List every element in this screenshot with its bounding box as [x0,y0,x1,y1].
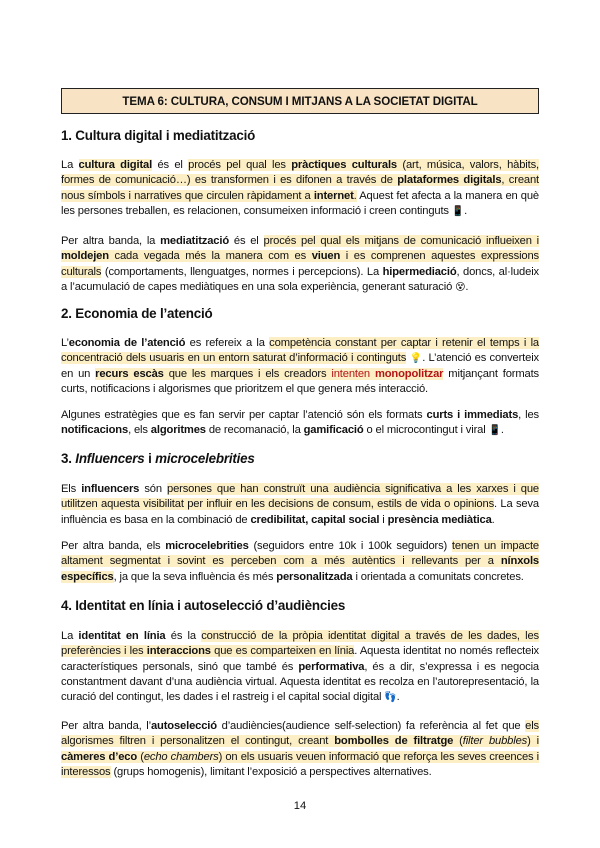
text: Els [61,483,82,495]
section-2-paragraph-2 [61,408,539,439]
highlight: i es comprenen aquestes expressions culturals [61,250,539,278]
document-title: TEMA 6: CULTURA, CONSUM I MITJANS A LA SOCIETAT DIGITAL [122,94,478,108]
text: i orientada a comunitats concretes. [352,570,524,583]
term-practiques-culturals: pràctiques culturals [291,159,397,171]
highlight: ) i [527,735,539,748]
section-1-paragraph-1 [61,158,539,219]
highlight: ) on els usuaris veuen informació que reforça les seves creences i interessos [61,750,539,778]
term-interaccions: interaccions [146,645,211,658]
highlight: (art, música, valors, hàbits, formes de comunicació…) es transformen i es difonen a través de [61,159,539,187]
highlight: ( [137,750,144,763]
text: . L’atenció es converteix en un [61,352,539,380]
text: L’ [61,337,69,349]
section-2-heading: 2. Economia de l’atenció [61,306,213,321]
highlight: construcció de la pròpia identitat digital a través de les dades, les preferències i les [61,630,539,658]
text: Per altra banda, els [61,540,166,552]
term-curts-immediats: curts i immediats [426,409,519,421]
section-1 [61,128,539,143]
text: , els [128,424,151,437]
document-title-box [61,88,539,114]
term-cultura-digital: cultura digital [78,159,153,171]
highlight: . [353,189,357,202]
term-plataformes-digitals: plataformes digitals [397,174,502,187]
text: , les [518,409,540,421]
highlight-red: intenten [331,367,370,380]
page-number: 14 [293,800,307,812]
term-recurs-escas: recurs escàs [95,367,164,380]
highlight: que es comparteixen en línia [210,645,355,658]
text: . La seva influència es basa en la combinació de [61,498,539,526]
highlight: procés pel qual els mitjans de comunicació influeixen i [263,235,539,247]
text: . [491,513,495,526]
text: , doncs, al·ludeix a l’acumulació de capes mediàtiques en una sola experiència, generant saturació [61,265,539,293]
section-1-heading: 1. Cultura digital i mediatització [61,128,256,143]
text: de recomanació, la [205,424,304,437]
text: mitjançant formats curts, notificacions i algorismes que prioritzem el que genera més interacció. [61,367,539,395]
text: . [500,424,504,437]
section-2 [61,306,539,321]
highlight: procés pel qual les [188,159,292,171]
phone-icon: 📱 [451,205,465,217]
text: (comportaments, llenguatges, normes i percepcions). La [101,265,383,278]
highlight: que les marques i els creadors [163,367,332,380]
text: i [379,513,388,526]
text: o el microcontingut i viral [363,424,489,437]
text: . Aquesta identitat no només reflecteix característiques personals, sinó que també és [61,645,539,673]
highlight: , creant nous símbols i narratives que circulen ràpidament a [61,174,539,202]
term-ninxols-especifics: nínxols específics [61,555,539,583]
term-gamificacio: gamificació [303,424,364,437]
term-echo-chambers: echo chambers [143,750,219,763]
term-hipermediacio: hipermediació [382,265,457,278]
term-economia-atencio: economia de l’atenció [68,337,186,349]
term-moldejen: moldejen [61,250,109,263]
term-presencia-mediatica: presència mediàtica [387,513,492,526]
text: és el [152,159,189,171]
text: són [139,483,168,495]
term-personalitzada: personalitzada [276,570,353,583]
section-3-paragraph-2 [61,539,539,585]
text: . [465,280,469,293]
section-4 [61,598,539,613]
term-autoseleccio: autoselecció [150,720,217,732]
text: (seguidors entre 10k i 100k seguidors) [248,540,452,552]
text: és la [165,630,202,642]
term-identitat-en-linia: identitat en línia [78,630,166,642]
text: Per altra banda, la [61,235,161,247]
highlight: competència constant per captar i retenir el temps i la concentració dels usuaris en un entorn saturat d’informació i continguts [61,337,539,365]
term-credibilitat: credibilitat, capital social [250,513,380,526]
text: . [396,691,400,704]
text: es refereix a la [185,337,270,349]
term-performativa: performativa [298,660,365,673]
highlight: persones que han construït una audiència significativa a les xarxes i que utilitzen aquesta visibilitat per influir en les decisions de consum, estils de vida o opinions [61,483,539,511]
section-3-paragraph-1 [61,482,539,528]
text: , ja que la seva influència és més [113,570,277,583]
term-viuen: viuen [311,250,341,263]
text: , és a dir, s’expressa i es negocia constantment davant d’una audiència virtual. Aquesta identitat es recolza en l’autorepresentació, la curació del contingut, les dades i el rastreig i el capital social digital [61,660,539,704]
document-page [61,88,540,778]
term-internet: internet [313,189,354,202]
highlight: els algorismes filtren i personalitzen el contingut, creant [61,720,539,748]
term-algoritmes: algoritmes [150,424,206,437]
term-bombolles-filtratge: bombolles de filtratge [334,735,454,748]
term-filter-bubbles: filter bubbles [462,735,528,748]
dizzy-face-icon: 😵 [455,281,466,293]
section-3 [61,451,539,466]
highlight: cada vegada més la manera com es [108,250,312,263]
text: Aquest fet afecta a la manera en què les persones treballen, es relacionen, consumeixen informació i creen continguts [61,189,540,217]
term-influencers: influencers [81,483,140,495]
highlight: tenen un impacte altament segmentat i sovint es perceben com a més autèntics i rellevants per a [61,540,539,568]
section-2-paragraph-1 [61,336,539,397]
text: La [61,159,79,171]
section-1-paragraph-2 [61,234,539,295]
light-bulb-icon: 💡 [409,353,423,365]
term-monopolitzar: monopolitzar [374,367,444,380]
text: Per altra banda, l’ [61,720,151,732]
term-microcelebrities: microcelebrities [165,540,249,552]
section-4-heading: 4. Identitat en línia i autoselecció d’audiències [61,598,346,613]
term-notificacions: notificacions [61,424,129,437]
highlight: ( [453,735,463,748]
text: és el [229,235,264,247]
footprints-icon: 👣 [384,692,397,704]
phone-icon: 📱 [488,425,501,437]
term-mediatitzacio: mediatització [160,235,230,247]
text: (grups homogenis), limitant l’exposició a perspectives alternatives. [110,765,432,778]
section-4-paragraph-2 [61,719,539,780]
section-4-paragraph-1 [61,629,539,705]
term-cameres-eco: càmeres d’eco [61,750,138,763]
section-3-heading: 3. Influencers i microcelebrities [61,451,255,466]
text: d’audiències(audience self-selection) fa referència al fet que [216,720,526,732]
text: Algunes estratègies que es fan servir per captar l’atenció són els formats [61,409,427,421]
text: . [464,204,468,217]
text: La [61,630,79,642]
